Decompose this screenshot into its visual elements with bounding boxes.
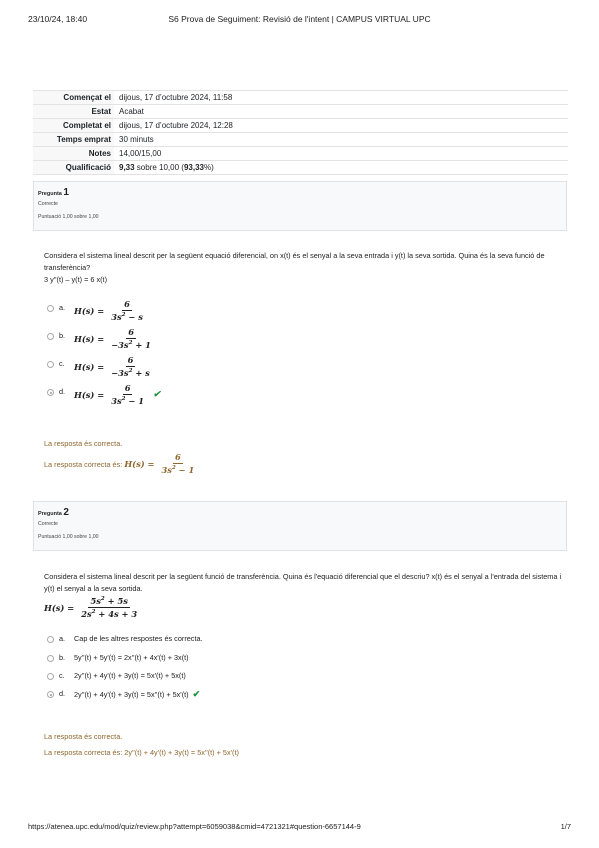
answer-formula: H(s) = $\frac{6}{3s^2 - s}$ <box>74 299 143 322</box>
summary-value: Acabat <box>114 105 568 119</box>
page-url: https://atenea.upc.edu/mod/quiz/review.php?attempt=6059038&cmid=4721321#question-6657144-9 <box>28 822 361 831</box>
answer-formula: H(s) = $\frac{6}{-3s^2 + s}$ <box>74 355 150 378</box>
attempt-summary-table <box>33 90 568 175</box>
question-state: Correcte <box>38 521 58 527</box>
question-equation: 3 y''(t) – y(t) = 6 x(t) <box>44 275 107 284</box>
question-grade: Puntuació 1,00 sobre 1,00 <box>38 534 99 540</box>
radio-icon[interactable] <box>47 655 54 662</box>
page-number: 1/7 <box>560 822 571 831</box>
answer-text: 2y''(t) + 4y'(t) + 3y(t) = 5x''(t) + 5x'(t) ✔ <box>74 689 201 699</box>
feedback-right-answer: La resposta correcta és: H(s) = $\frac{6}{3s^2 - 1}$ <box>44 452 195 475</box>
question-grade: Puntuació 1,00 sobre 1,00 <box>38 214 99 220</box>
answer-text: 5y''(t) + 5y'(t) = 2x''(t) + 4x'(t) + 3x(t) <box>74 653 189 662</box>
summary-label: Completat el <box>33 119 114 133</box>
summary-row <box>33 91 568 105</box>
radio-icon[interactable] <box>47 305 54 312</box>
feedback-correct: La resposta és correcta. <box>44 439 123 448</box>
print-header <box>28 14 571 28</box>
check-icon: ✔ <box>153 389 161 400</box>
answer-formula: H(s) = $\frac{6}{-3s^2 + 1}$ <box>74 327 151 350</box>
grade-value: 9,33 <box>119 163 135 172</box>
answer-text: Cap de les altres respostes és correcta. <box>74 634 203 643</box>
summary-value: dijous, 17 d’octubre 2024, 11:58 <box>114 91 568 105</box>
radio-icon[interactable] <box>47 361 54 368</box>
radio-icon[interactable] <box>47 636 54 643</box>
question-text-1: Considera el sistema lineal descrit per la següent equació diferencial, on x(t) és el senyal a la seva entrada i y(t) la seva sortida. Quina és la seva funció de transferència? 3 y''(t) – y(t) = 6 x(t) <box>44 250 564 286</box>
check-icon: ✔ <box>192 689 201 699</box>
question-text-2: Considera el sistema lineal descrit per la següent funció de transferència. Quina és l'equació diferencial que el descriu? x(t) és el senyal a l'entrada del sistema i y(t) el senyal a la seva sortida. <box>44 572 562 593</box>
question-number: Pregunta 2 <box>38 507 69 518</box>
summary-value: dijous, 17 d’octubre 2024, 12:28 <box>114 119 568 133</box>
question-info-2 <box>33 501 567 551</box>
feedback-correct: La resposta és correcta. <box>44 732 123 741</box>
summary-row <box>33 147 568 161</box>
print-footer <box>28 822 571 834</box>
answer-formula: H(s) = $\frac{6}{3s^2 - 1}$ ✔ <box>74 383 161 406</box>
radio-icon[interactable] <box>47 389 54 396</box>
print-title: S6 Prova de Seguiment: Revisió de l'intent | CAMPUS VIRTUAL UPC <box>168 14 431 24</box>
question-number: Pregunta 1 <box>38 187 69 198</box>
summary-label: Qualificació <box>33 161 114 175</box>
summary-label: Notes <box>33 147 114 161</box>
summary-label: Començat el <box>33 91 114 105</box>
summary-row <box>33 105 568 119</box>
summary-row <box>33 133 568 147</box>
summary-row <box>33 119 568 133</box>
summary-row <box>33 161 568 175</box>
radio-icon[interactable] <box>47 673 54 680</box>
summary-label: Estat <box>33 105 114 119</box>
radio-icon[interactable] <box>47 691 54 698</box>
summary-label: Temps emprat <box>33 133 114 147</box>
feedback-right-answer: La resposta correcta és: 2y''(t) + 4y'(t) + 3y(t) = 5x''(t) + 5x'(t) <box>44 748 239 757</box>
summary-value: 14,00/15,00 <box>114 147 568 161</box>
transfer-function: H(s) = $\frac{5s^2 + 5s}{2s^2 + 4s + 3}$ <box>44 596 138 619</box>
grade-percent: 93,33 <box>183 163 204 172</box>
radio-icon[interactable] <box>47 333 54 340</box>
question-state: Correcte <box>38 201 58 207</box>
summary-value: 30 minuts <box>114 133 568 147</box>
question-info-1 <box>33 181 567 231</box>
answer-text: 2y''(t) + 4y'(t) + 3y(t) = 5x'(t) + 5x(t) <box>74 671 186 680</box>
print-date: 23/10/24, 18:40 <box>28 14 88 24</box>
summary-value: 9,33 sobre 10,00 (93,33%) <box>114 161 568 175</box>
